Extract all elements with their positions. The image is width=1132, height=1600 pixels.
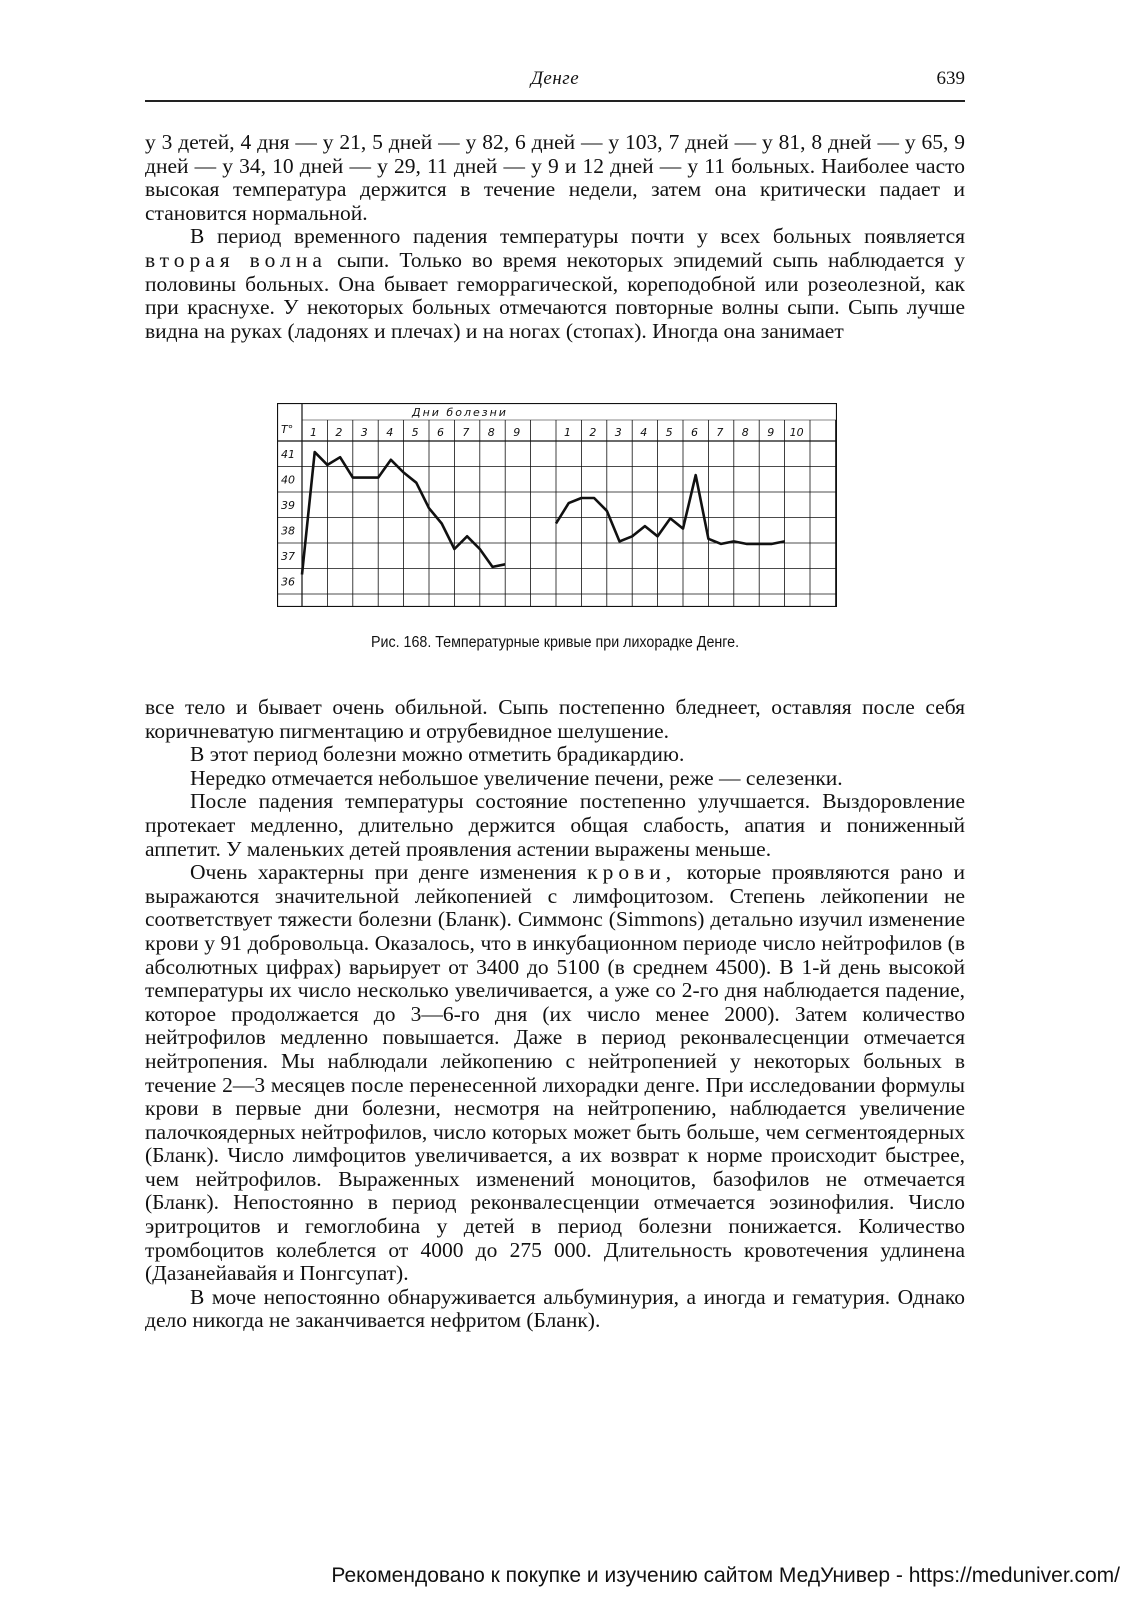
xlabel: Дни болезни	[412, 406, 508, 419]
y-tick-label: 41	[281, 448, 295, 461]
chart-lines	[302, 452, 785, 574]
temperature-chart	[277, 403, 837, 607]
paragraph-text: сыпи. Только во время некоторых эпидемий сыпь наблюдается у половины больных. Она бывает геморрагической, кореподобной или розеолезной, как при краснухе. У некоторых больных отмечаются повторные волны сыпи. Сыпь лучше видна на руках (ладонях и плечах) и на ногах (стопах). Иногда она занимает	[145, 247, 965, 343]
x-tick-label: 7	[462, 426, 470, 439]
paragraph-text: В период временного падения температуры почти у всех больных появляется	[190, 224, 965, 249]
x-tick-label: 3	[614, 426, 622, 439]
ylabel: T°	[281, 423, 294, 436]
paragraph	[145, 861, 965, 1286]
figure-caption: Рис. 168. Температурные кривые при лихорадке Денге.	[370, 634, 740, 651]
x-tick-label: 8	[487, 426, 495, 439]
paragraph: В моче непостоянно обнаруживается альбуминурия, а иногда и гематурия. Однако дело никогда не заканчивается нефритом (Бланк).	[145, 1284, 965, 1333]
x-tick-label: 5	[665, 426, 673, 439]
x-tick-label: 6	[437, 426, 444, 439]
x-tick-label: 4	[640, 426, 648, 439]
footer-link-text[interactable]: Рекомендовано к покупке и изучению сайтом МедУнивер - https://meduniver.com/	[331, 1564, 1120, 1587]
paragraph-text: Очень характерны при денге изменения	[190, 860, 577, 885]
x-tick-label: 1	[310, 426, 317, 439]
body-text-bottom	[145, 696, 965, 1333]
x-tick-label: 9	[767, 426, 775, 439]
y-tick-label: 36	[281, 575, 295, 589]
paragraph	[145, 225, 965, 343]
x-tick-label: 4	[386, 426, 394, 439]
paragraph: все тело и бывает очень обильной. Сыпь постепенно бледнеет, оставляя после себя коричневатую пигментацию и отрубевидное шелушение.	[145, 695, 965, 743]
x-tick-label: 10	[789, 426, 804, 439]
paragraph: В этот период болезни можно отметить брадикардию.	[190, 742, 685, 767]
emphasized-text: крови,	[587, 860, 677, 885]
emphasized-text: вторая волна	[145, 247, 327, 272]
running-title: Денге	[530, 68, 580, 89]
x-tick-label: 9	[513, 426, 521, 439]
y-tick-label: 40	[281, 473, 295, 487]
paragraph: После падения температуры состояние постепенно улучшается. Выздоровление протекает медленно, длительно держится общая слабость, апатия и пониженный аппетит. У маленьких детей проявления астении выражены меньше.	[145, 789, 965, 861]
body-text-top	[145, 131, 965, 343]
paragraph-text: которые проявляются рано и выражаются значительной лейкопенией с лимфоцитозом. Степень лейкопении не соответствует тяжести болезни (Бланк). Симмонс (Simmons) детально изучил изменение крови у 91 добровольца. Оказалось, что в инкубационном периоде число нейтрофилов (в абсолютных цифрах) варьирует от 3400 до 5100 (в среднем 4500). В 1-й день высокой температуры их число несколько увеличивается, а уже со 2-го дня наблюдается падение, которое продолжается до 3—6-го дня (их число менее 2000). Затем количество нейтрофилов медленно повышается. Даже в период реконвалесценции отмечается нейтропения. Мы наблюдали лейкопению с нейтропенией у некоторых больных в течение 2—3 месяцев после перенесенной лихорадки денге. При исследовании формулы крови в первые дни болезни, несмотря на нейтропению, наблюдается увеличение палочкоядерных нейтрофилов, число которых может быть больше, чем сегментоядерных (Бланк). Число лимфоцитов увеличивается, а их возврат к норме происходит быстрее, чем нейтрофилов. Выраженных изменений моноцитов, базофилов не отмечается (Бланк). Непостоянно в период реконвалесценции отмечается эозинофилия. Число эритроцитов и гемоглобина у детей в период болезни понижается. Количество тромбоцитов колеблется от 4000 до 275 000. Длительность кровотечения удлинена (Дазанейавайя и Понгсупат).	[145, 860, 965, 1286]
x-tick-label: 2	[589, 426, 597, 439]
x-tick-label: 6	[691, 426, 698, 439]
page-number: 639	[936, 68, 965, 89]
paragraph: Нередко отмечается небольшое увеличение печени, реже — селезенки.	[190, 765, 843, 790]
x-tick-label: 3	[360, 426, 368, 439]
y-tick-label: 37	[281, 550, 295, 563]
temperature-curve-right	[556, 475, 785, 544]
chart-labels	[281, 406, 804, 589]
x-tick-label: 5	[411, 426, 419, 439]
y-tick-label: 39	[281, 499, 295, 512]
y-tick-label: 38	[281, 524, 295, 538]
paragraph: у 3 детей, 4 дня — у 21, 5 дней — у 82, 6 дней — у 103, 7 дней — у 81, 8 дней — у 65, 9 дней — у 34, 10 дней — у 29, 11 дней — у 9 и 12 дней — у 11 больных. Наиболее часто высокая температура держится в течение недели, затем она критически падает и становится нормальной.	[145, 130, 965, 225]
x-tick-label: 8	[741, 426, 749, 439]
chart-svg	[277, 403, 837, 607]
x-tick-label: 7	[716, 426, 724, 439]
x-tick-label: 1	[564, 426, 571, 439]
page-header	[145, 64, 965, 102]
x-tick-label: 2	[335, 426, 343, 439]
